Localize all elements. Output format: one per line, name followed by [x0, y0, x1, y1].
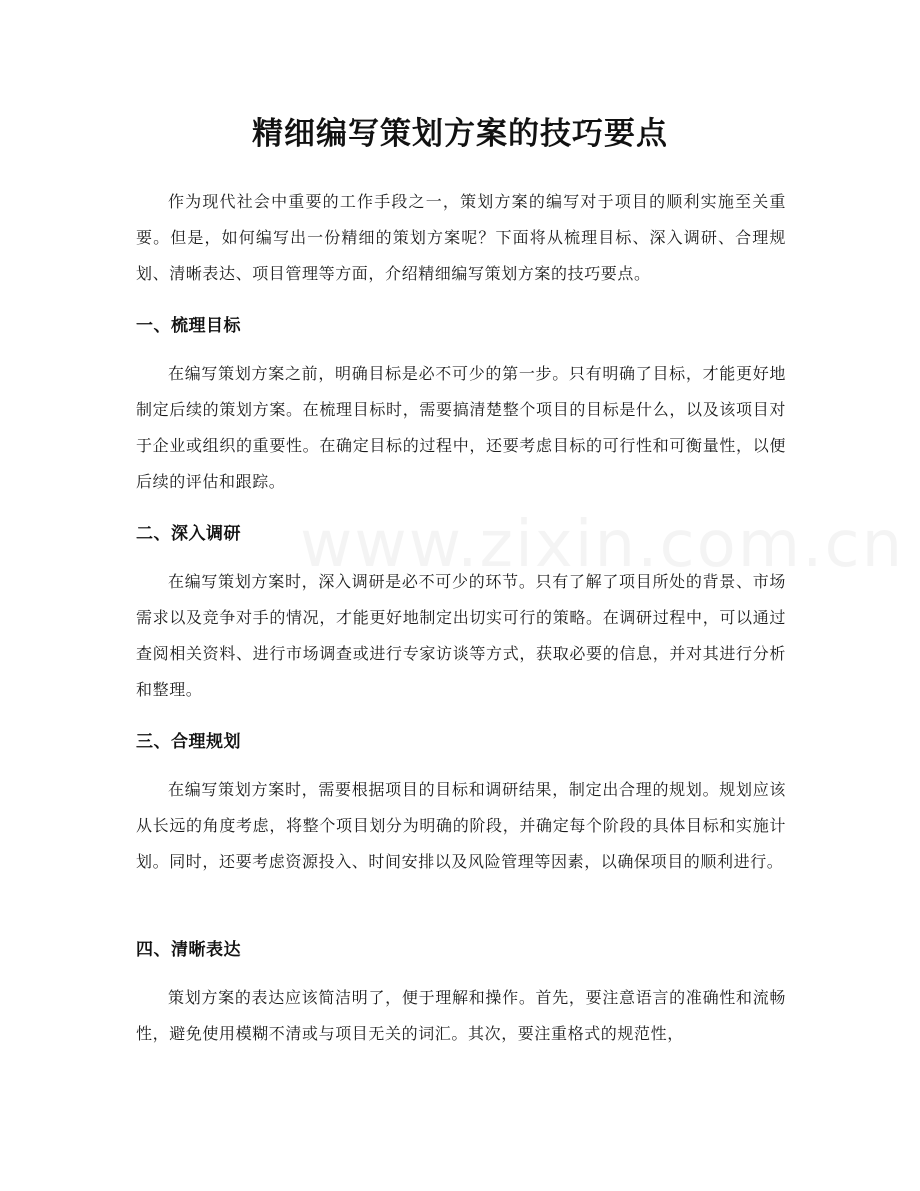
- section-heading-planning: 三、合理规划: [136, 732, 241, 752]
- document-title: 精细编写策划方案的技巧要点: [252, 116, 668, 152]
- section-heading-goals: 一、梳理目标: [136, 316, 241, 336]
- intro-paragraph: 作为现代社会中重要的工作手段之一，策划方案的编写对于项目的顺利实施至关重要。但是，如何编写出一份精细的策划方案呢？下面将从梳理目标、深入调研、合理规划、清晰表达、项目管理等方面，介绍精细编写策划方案的技巧要点。: [136, 192, 786, 283]
- section-heading-research: 二、深入调研: [136, 524, 241, 544]
- section-heading-expression: 四、清晰表达: [136, 940, 241, 960]
- section-body-research: 在编写策划方案时，深入调研是必不可少的环节。只有了解了项目所处的背景、市场需求以及竞争对手的情况，才能更好地制定出切实可行的策略。在调研过程中，可以通过查阅相关资料、进行市场调查或进行专家访谈等方式，获取必要的信息，并对其进行分析和整理。: [136, 572, 786, 699]
- section-body-goals: 在编写策划方案之前，明确目标是必不可少的第一步。只有明确了目标，才能更好地制定后续的策划方案。在梳理目标时，需要搞清楚整个项目的目标是什么，以及该项目对于企业或组织的重要性。在确定目标的过程中，还要考虑目标的可行性和可衡量性，以便后续的评估和跟踪。: [136, 364, 786, 491]
- section-body-expression: 策划方案的表达应该简洁明了，便于理解和操作。首先，要注意语言的准确性和流畅性，避免使用模糊不清或与项目无关的词汇。其次，要注重格式的规范性，: [136, 988, 786, 1043]
- section-body-planning: 在编写策划方案时，需要根据项目的目标和调研结果，制定出合理的规划。规划应该从长远的角度考虑，将整个项目划分为明确的阶段，并确定每个阶段的具体目标和实施计划。同时，还要考虑资源投入、时间安排以及风险管理等因素，以确保项目的顺利进行。: [136, 780, 786, 871]
